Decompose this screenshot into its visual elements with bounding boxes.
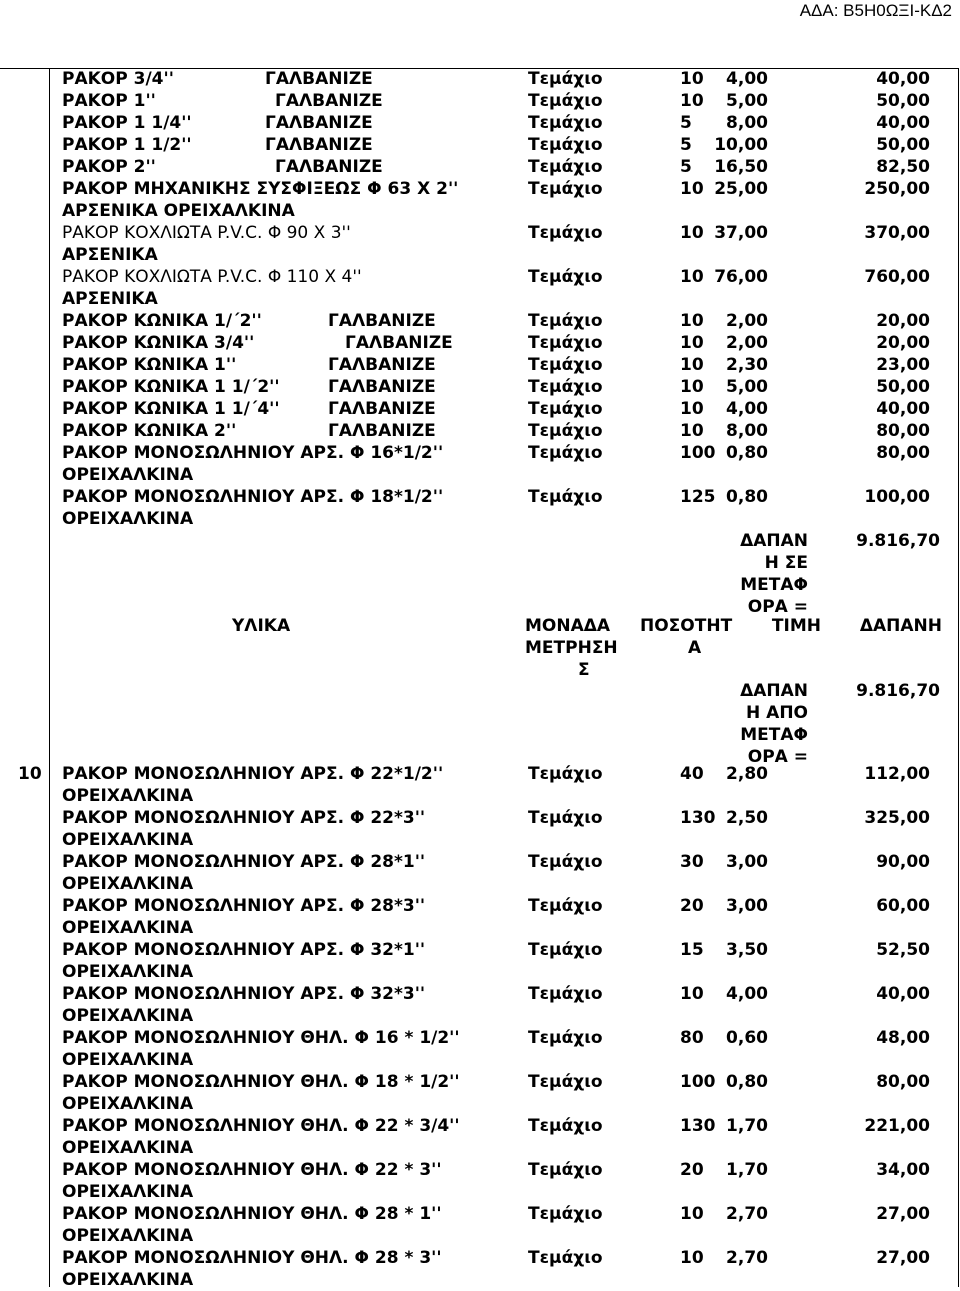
item-price: 3,00 bbox=[726, 896, 768, 916]
item-unit: Τεμάχιο bbox=[528, 311, 603, 331]
item-quantity: 15 bbox=[680, 940, 704, 960]
item-price: 0,80 bbox=[726, 487, 768, 507]
item-total: 82,50 bbox=[876, 157, 930, 177]
item-description-cont: ΑΡΣΕΝΙΚΑ ΟΡΕΙΧΑΛΚΙΝΑ bbox=[62, 201, 295, 221]
table-left-column bbox=[0, 68, 50, 1287]
item-quantity: 5 bbox=[680, 113, 692, 133]
item-quantity: 130 bbox=[680, 808, 716, 828]
item-unit: Τεμάχιο bbox=[528, 399, 603, 419]
item-unit: Τεμάχιο bbox=[528, 377, 603, 397]
item-description: ΡΑΚΟΡ 1'' bbox=[62, 91, 156, 111]
item-unit: Τεμάχιο bbox=[528, 135, 603, 155]
item-unit: Τεμάχιο bbox=[528, 487, 603, 507]
item-quantity: 10 bbox=[680, 311, 704, 331]
item-price: 5,00 bbox=[726, 91, 768, 111]
item-price: 4,00 bbox=[726, 984, 768, 1004]
item-description: ΡΑΚΟΡ 2'' bbox=[62, 157, 156, 177]
item-price: 1,70 bbox=[726, 1116, 768, 1136]
carry-forward-label: ΔΑΠΑΝ bbox=[740, 531, 808, 551]
item-description: ΡΑΚΟΡ ΜΟΝΟΣΩΛΗΝΙΟΥ ΑΡΣ. Φ 32*1'' bbox=[62, 940, 426, 960]
item-total: 100,00 bbox=[864, 487, 930, 507]
item-description: ΡΑΚΟΡ ΜΟΝΟΣΩΛΗΝΙΟΥ ΘΗΛ. Φ 28 * 3'' bbox=[62, 1248, 442, 1268]
item-quantity: 10 bbox=[680, 333, 704, 353]
brought-forward-label: ΔΑΠΑΝ bbox=[740, 681, 808, 701]
item-total: 27,00 bbox=[876, 1204, 930, 1224]
item-coating: ΓΑΛΒΑΝΙΖΕ bbox=[328, 377, 436, 397]
item-price: 3,50 bbox=[726, 940, 768, 960]
item-total: 40,00 bbox=[876, 69, 930, 89]
item-price: 16,50 bbox=[714, 157, 768, 177]
item-quantity: 10 bbox=[680, 355, 704, 375]
item-unit: Τεμάχιο bbox=[528, 852, 603, 872]
item-total: 50,00 bbox=[876, 377, 930, 397]
item-quantity: 100 bbox=[680, 443, 716, 463]
brought-forward-label: ΟΡΑ = bbox=[747, 747, 808, 767]
item-price: 76,00 bbox=[714, 267, 768, 287]
item-price: 2,50 bbox=[726, 808, 768, 828]
item-quantity: 10 bbox=[680, 399, 704, 419]
item-description: ΡΑΚΟΡ ΜΟΝΟΣΩΛΗΝΙΟΥ ΑΡΣ. Φ 22*1/2'' bbox=[62, 764, 444, 784]
item-description: ΡΑΚΟΡ ΚΟΧΛΙΩΤΑ P.V.C. Φ 90 Χ 3'' bbox=[62, 223, 351, 243]
item-quantity: 10 bbox=[680, 223, 704, 243]
item-price: 2,70 bbox=[726, 1248, 768, 1268]
item-total: 40,00 bbox=[876, 399, 930, 419]
item-total: 48,00 bbox=[876, 1028, 930, 1048]
item-price: 2,00 bbox=[726, 333, 768, 353]
item-quantity: 10 bbox=[680, 1204, 704, 1224]
item-total: 250,00 bbox=[864, 179, 930, 199]
item-total: 34,00 bbox=[876, 1160, 930, 1180]
item-unit: Τεμάχιο bbox=[528, 355, 603, 375]
item-unit: Τεμάχιο bbox=[528, 443, 603, 463]
item-quantity: 20 bbox=[680, 896, 704, 916]
header-unit: ΜΟΝΑΔΑ bbox=[525, 616, 611, 636]
table-right-border bbox=[958, 68, 959, 1287]
item-coating: ΓΑΛΒΑΝΙΖΕ bbox=[265, 135, 373, 155]
item-price: 8,00 bbox=[726, 421, 768, 441]
item-quantity: 10 bbox=[680, 91, 704, 111]
item-coating: ΓΑΛΒΑΝΙΖΕ bbox=[265, 69, 373, 89]
item-price: 2,00 bbox=[726, 311, 768, 331]
item-price: 2,80 bbox=[726, 764, 768, 784]
item-unit: Τεμάχιο bbox=[528, 896, 603, 916]
item-total: 80,00 bbox=[876, 421, 930, 441]
item-coating: ΓΑΛΒΑΝΙΖΕ bbox=[265, 113, 373, 133]
item-unit: Τεμάχιο bbox=[528, 1072, 603, 1092]
item-total: 60,00 bbox=[876, 896, 930, 916]
item-total: 370,00 bbox=[864, 223, 930, 243]
item-price: 0,60 bbox=[726, 1028, 768, 1048]
item-quantity: 5 bbox=[680, 135, 692, 155]
item-price: 4,00 bbox=[726, 399, 768, 419]
item-unit: Τεμάχιο bbox=[528, 764, 603, 784]
carry-forward-label: Η ΣΕ bbox=[764, 553, 808, 573]
item-total: 27,00 bbox=[876, 1248, 930, 1268]
item-description-cont: ΟΡΕΙΧΑΛΚΙΝΑ bbox=[62, 874, 194, 894]
item-total: 112,00 bbox=[864, 764, 930, 784]
item-price: 2,70 bbox=[726, 1204, 768, 1224]
item-total: 40,00 bbox=[876, 113, 930, 133]
item-quantity: 10 bbox=[680, 267, 704, 287]
item-quantity: 10 bbox=[680, 984, 704, 1004]
item-description: ΡΑΚΟΡ ΜΗΧΑΝΙΚΗΣ ΣΥΣΦΙΞΕΩΣ Φ 63 Χ 2'' bbox=[62, 179, 459, 199]
item-description: ΡΑΚΟΡ ΜΟΝΟΣΩΛΗΝΙΟΥ ΘΗΛ. Φ 22 * 3/4'' bbox=[62, 1116, 460, 1136]
item-total: 90,00 bbox=[876, 852, 930, 872]
item-coating: ΓΑΛΒΑΝΙΖΕ bbox=[275, 157, 383, 177]
item-total: 20,00 bbox=[876, 311, 930, 331]
item-description-cont: ΟΡΕΙΧΑΛΚΙΝΑ bbox=[62, 1050, 194, 1070]
item-coating: ΓΑΛΒΑΝΙΖΕ bbox=[328, 355, 436, 375]
item-unit: Τεμάχιο bbox=[528, 1116, 603, 1136]
item-unit: Τεμάχιο bbox=[528, 421, 603, 441]
item-description-cont: ΑΡΣΕΝΙΚΑ bbox=[62, 289, 158, 309]
item-description: ΡΑΚΟΡ ΜΟΝΟΣΩΛΗΝΙΟΥ ΑΡΣ. Φ 28*3'' bbox=[62, 896, 426, 916]
item-unit: Τεμάχιο bbox=[528, 91, 603, 111]
item-description: ΡΑΚΟΡ ΜΟΝΟΣΩΛΗΝΙΟΥ ΑΡΣ. Φ 28*1'' bbox=[62, 852, 426, 872]
item-price: 25,00 bbox=[714, 179, 768, 199]
item-description: ΡΑΚΟΡ ΜΟΝΟΣΩΛΗΝΙΟΥ ΑΡΣ. Φ 16*1/2'' bbox=[62, 443, 444, 463]
item-description-cont: ΟΡΕΙΧΑΛΚΙΝΑ bbox=[62, 786, 194, 806]
item-description-cont: ΟΡΕΙΧΑΛΚΙΝΑ bbox=[62, 1138, 194, 1158]
item-description-cont: ΑΡΣΕΝΙΚΑ bbox=[62, 245, 158, 265]
item-coating: ΓΑΛΒΑΝΙΖΕ bbox=[328, 399, 436, 419]
item-description: ΡΑΚΟΡ ΜΟΝΟΣΩΛΗΝΙΟΥ ΘΗΛ. Φ 28 * 1'' bbox=[62, 1204, 442, 1224]
item-unit: Τεμάχιο bbox=[528, 179, 603, 199]
page-header-ada: ΑΔΑ: Β5Η0ΩΞΙ-ΚΔ2 bbox=[799, 1, 952, 20]
section-number: 10 bbox=[18, 764, 42, 784]
brought-forward-value: 9.816,70 bbox=[856, 681, 940, 701]
brought-forward-label: Η ΑΠΟ bbox=[746, 703, 808, 723]
item-coating: ΓΑΛΒΑΝΙΖΕ bbox=[345, 333, 453, 353]
item-description: ΡΑΚΟΡ ΚΟΧΛΙΩΤΑ P.V.C. Φ 110 Χ 4'' bbox=[62, 267, 362, 287]
item-price: 37,00 bbox=[714, 223, 768, 243]
header-materials: ΥΛΙΚΑ bbox=[232, 616, 291, 636]
item-total: 52,50 bbox=[876, 940, 930, 960]
item-description: ΡΑΚΟΡ 3/4'' bbox=[62, 69, 174, 89]
carry-forward-label: ΜΕΤΑΦ bbox=[740, 575, 808, 595]
item-quantity: 5 bbox=[680, 157, 692, 177]
item-total: 325,00 bbox=[864, 808, 930, 828]
item-quantity: 40 bbox=[680, 764, 704, 784]
carry-forward-label: ΟΡΑ = bbox=[747, 597, 808, 617]
header-price: ΤΙΜΗ bbox=[771, 616, 821, 636]
item-unit: Τεμάχιο bbox=[528, 940, 603, 960]
item-description-cont: ΟΡΕΙΧΑΛΚΙΝΑ bbox=[62, 1270, 194, 1290]
item-quantity: 125 bbox=[680, 487, 716, 507]
item-unit: Τεμάχιο bbox=[528, 984, 603, 1004]
item-description-cont: ΟΡΕΙΧΑΛΚΙΝΑ bbox=[62, 918, 194, 938]
item-price: 4,00 bbox=[726, 69, 768, 89]
item-total: 80,00 bbox=[876, 1072, 930, 1092]
item-description: ΡΑΚΟΡ ΜΟΝΟΣΩΛΗΝΙΟΥ ΘΗΛ. Φ 22 * 3'' bbox=[62, 1160, 442, 1180]
item-unit: Τεμάχιο bbox=[528, 223, 603, 243]
item-description-cont: ΟΡΕΙΧΑΛΚΙΝΑ bbox=[62, 962, 194, 982]
item-price: 1,70 bbox=[726, 1160, 768, 1180]
item-price: 5,00 bbox=[726, 377, 768, 397]
item-unit: Τεμάχιο bbox=[528, 1160, 603, 1180]
brought-forward-label: ΜΕΤΑΦ bbox=[740, 725, 808, 745]
header-quantity: ΠΟΣΟΤΗΤ bbox=[640, 616, 733, 636]
item-price: 2,30 bbox=[726, 355, 768, 375]
item-description-cont: ΟΡΕΙΧΑΛΚΙΝΑ bbox=[62, 1226, 194, 1246]
item-price: 3,00 bbox=[726, 852, 768, 872]
item-quantity: 10 bbox=[680, 421, 704, 441]
item-unit: Τεμάχιο bbox=[528, 157, 603, 177]
item-description-cont: ΟΡΕΙΧΑΛΚΙΝΑ bbox=[62, 509, 194, 529]
item-description-cont: ΟΡΕΙΧΑΛΚΙΝΑ bbox=[62, 1006, 194, 1026]
item-unit: Τεμάχιο bbox=[528, 808, 603, 828]
item-description: ΡΑΚΟΡ ΜΟΝΟΣΩΛΗΝΙΟΥ ΘΗΛ. Φ 18 * 1/2'' bbox=[62, 1072, 460, 1092]
item-quantity: 10 bbox=[680, 69, 704, 89]
item-quantity: 30 bbox=[680, 852, 704, 872]
item-description: ΡΑΚΟΡ ΚΩΝΙΚΑ 1/΄2'' bbox=[62, 311, 262, 331]
item-description: ΡΑΚΟΡ ΜΟΝΟΣΩΛΗΝΙΟΥ ΑΡΣ. Φ 22*3'' bbox=[62, 808, 426, 828]
item-unit: Τεμάχιο bbox=[528, 1248, 603, 1268]
item-unit: Τεμάχιο bbox=[528, 333, 603, 353]
item-quantity: 10 bbox=[680, 1248, 704, 1268]
item-price: 0,80 bbox=[726, 1072, 768, 1092]
item-total: 20,00 bbox=[876, 333, 930, 353]
item-unit: Τεμάχιο bbox=[528, 113, 603, 133]
item-quantity: 10 bbox=[680, 179, 704, 199]
item-total: 50,00 bbox=[876, 135, 930, 155]
item-description: ΡΑΚΟΡ ΜΟΝΟΣΩΛΗΝΙΟΥ ΑΡΣ. Φ 18*1/2'' bbox=[62, 487, 444, 507]
item-unit: Τεμάχιο bbox=[528, 1204, 603, 1224]
header-cost: ΔΑΠΑΝΗ bbox=[859, 616, 942, 636]
item-coating: ΓΑΛΒΑΝΙΖΕ bbox=[275, 91, 383, 111]
item-description: ΡΑΚΟΡ ΚΩΝΙΚΑ 2'' bbox=[62, 421, 237, 441]
item-quantity: 10 bbox=[680, 377, 704, 397]
item-price: 0,80 bbox=[726, 443, 768, 463]
item-description: ΡΑΚΟΡ ΜΟΝΟΣΩΛΗΝΙΟΥ ΘΗΛ. Φ 16 * 1/2'' bbox=[62, 1028, 460, 1048]
item-unit: Τεμάχιο bbox=[528, 267, 603, 287]
item-price: 8,00 bbox=[726, 113, 768, 133]
item-description: ΡΑΚΟΡ ΚΩΝΙΚΑ 1 1/΄2'' bbox=[62, 377, 280, 397]
item-description: ΡΑΚΟΡ 1 1/4'' bbox=[62, 113, 192, 133]
item-description: ΡΑΚΟΡ ΜΟΝΟΣΩΛΗΝΙΟΥ ΑΡΣ. Φ 32*3'' bbox=[62, 984, 426, 1004]
header-unit: ΜΕΤΡΗΣΗ bbox=[525, 638, 618, 658]
item-price: 10,00 bbox=[714, 135, 768, 155]
item-total: 23,00 bbox=[876, 355, 930, 375]
header-unit: Σ bbox=[578, 660, 590, 680]
item-total: 80,00 bbox=[876, 443, 930, 463]
item-description: ΡΑΚΟΡ ΚΩΝΙΚΑ 1 1/΄4'' bbox=[62, 399, 280, 419]
item-description: ΡΑΚΟΡ ΚΩΝΙΚΑ 3/4'' bbox=[62, 333, 255, 353]
carry-forward-value: 9.816,70 bbox=[856, 531, 940, 551]
item-unit: Τεμάχιο bbox=[528, 1028, 603, 1048]
item-description-cont: ΟΡΕΙΧΑΛΚΙΝΑ bbox=[62, 465, 194, 485]
item-quantity: 80 bbox=[680, 1028, 704, 1048]
item-total: 50,00 bbox=[876, 91, 930, 111]
item-quantity: 100 bbox=[680, 1072, 716, 1092]
item-description-cont: ΟΡΕΙΧΑΛΚΙΝΑ bbox=[62, 1094, 194, 1114]
item-coating: ΓΑΛΒΑΝΙΖΕ bbox=[328, 311, 436, 331]
item-description-cont: ΟΡΕΙΧΑΛΚΙΝΑ bbox=[62, 1182, 194, 1202]
item-coating: ΓΑΛΒΑΝΙΖΕ bbox=[328, 421, 436, 441]
item-description-cont: ΟΡΕΙΧΑΛΚΙΝΑ bbox=[62, 830, 194, 850]
item-total: 40,00 bbox=[876, 984, 930, 1004]
item-quantity: 20 bbox=[680, 1160, 704, 1180]
header-quantity: Α bbox=[688, 638, 702, 658]
item-quantity: 130 bbox=[680, 1116, 716, 1136]
item-description: ΡΑΚΟΡ ΚΩΝΙΚΑ 1'' bbox=[62, 355, 237, 375]
item-description: ΡΑΚΟΡ 1 1/2'' bbox=[62, 135, 192, 155]
item-unit: Τεμάχιο bbox=[528, 69, 603, 89]
item-total: 760,00 bbox=[864, 267, 930, 287]
item-total: 221,00 bbox=[864, 1116, 930, 1136]
